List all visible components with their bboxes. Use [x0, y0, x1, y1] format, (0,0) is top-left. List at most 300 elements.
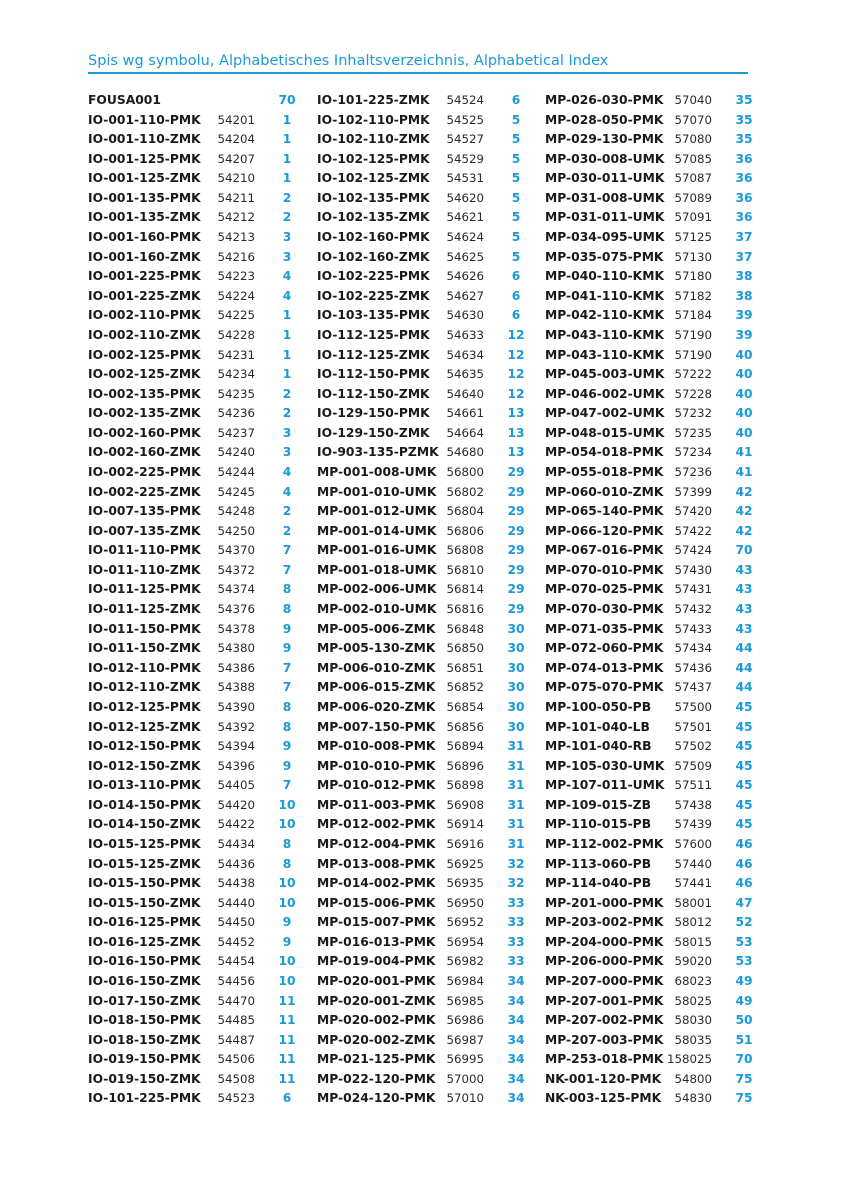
page-number: 46 [735, 836, 753, 851]
index-entry [317, 913, 532, 933]
page-number: 7 [282, 543, 292, 558]
catalog-number: 57232 [674, 406, 712, 421]
index-entry [317, 91, 532, 111]
catalog-number: 54216 [217, 249, 255, 264]
catalog-number: 54470 [217, 993, 255, 1008]
page-number: 33 [507, 954, 525, 969]
catalog-number: 56898 [446, 778, 484, 793]
index-entry [88, 424, 303, 444]
product-code: MP-112-002-PMK [545, 836, 664, 851]
page-number: 41 [735, 464, 753, 479]
index-entry [88, 326, 303, 346]
catalog-number: 54452 [217, 934, 255, 949]
index-entry [88, 620, 303, 640]
product-code: MP-020-002-ZMK [317, 1032, 436, 1047]
index-entry [88, 1050, 303, 1070]
catalog-number: 56987 [446, 1032, 484, 1047]
index-entry [317, 189, 532, 209]
page-number: 35 [735, 132, 753, 147]
catalog-number: 56952 [446, 915, 484, 930]
page-number: 29 [507, 562, 525, 577]
index-entry [317, 502, 532, 522]
index-entry [317, 287, 532, 307]
catalog-number: 56894 [446, 739, 484, 754]
page-number: 45 [735, 778, 753, 793]
index-entry [88, 776, 303, 796]
catalog-number: 57501 [674, 719, 712, 734]
index-entry [88, 894, 303, 914]
product-code: IO-102-135-ZMK [317, 210, 430, 225]
catalog-number: 57180 [674, 269, 712, 284]
catalog-number: 57228 [674, 386, 712, 401]
page-number: 33 [507, 915, 525, 930]
catalog-number: 54438 [217, 876, 255, 891]
index-entry [88, 659, 303, 679]
catalog-number: 57130 [674, 249, 712, 264]
catalog-number: 54523 [217, 1091, 255, 1106]
index-entry [88, 130, 303, 150]
catalog-number: 57222 [674, 367, 712, 382]
index-column-3 [545, 91, 760, 1109]
index-entry [88, 972, 303, 992]
page-number: 40 [735, 406, 753, 421]
product-code: MP-207-002-PMK [545, 1013, 664, 1028]
catalog-number: 54420 [217, 797, 255, 812]
catalog-number: 54524 [446, 93, 484, 107]
page-number: 9 [282, 758, 292, 773]
page-number: 10 [278, 876, 296, 891]
product-code: IO-102-160-ZMK [317, 249, 430, 264]
product-code: MP-001-012-UMK [317, 504, 437, 519]
index-entry [317, 248, 532, 268]
page-number: 34 [507, 974, 525, 989]
index-entry [545, 1070, 760, 1090]
catalog-number: 54213 [217, 230, 255, 245]
index-entry [317, 111, 532, 131]
index-entry [317, 992, 532, 1012]
catalog-number: 56808 [446, 543, 484, 558]
catalog-number: 57190 [674, 327, 712, 342]
index-entry [88, 737, 303, 757]
page-number: 8 [282, 699, 292, 714]
index-entry [88, 150, 303, 170]
index-entry [317, 208, 532, 228]
index-entry [88, 502, 303, 522]
index-entry [317, 326, 532, 346]
product-code: IO-011-125-ZMK [88, 602, 201, 617]
catalog-number: 57437 [674, 680, 712, 695]
catalog-number: 54248 [217, 504, 255, 519]
page-number: 34 [507, 1013, 525, 1028]
catalog-number: 54374 [217, 582, 255, 597]
catalog-number: 54396 [217, 758, 255, 773]
page-number: 7 [282, 680, 292, 695]
index-entry [545, 150, 760, 170]
product-code: IO-001-125-PMK [88, 151, 201, 166]
page-number: 37 [735, 230, 753, 245]
product-code: MP-001-008-UMK [317, 464, 437, 479]
page-number: 34 [507, 1052, 525, 1067]
product-code: MP-207-001-PMK [545, 993, 664, 1008]
catalog-number: 57182 [674, 288, 712, 303]
index-entry [88, 992, 303, 1012]
catalog-number: 54525 [446, 112, 484, 127]
page-number: 43 [735, 602, 753, 617]
catalog-number: 56916 [446, 836, 484, 851]
index-entry [88, 561, 303, 581]
product-code: IO-002-110-PMK [88, 308, 201, 323]
page-number: 37 [735, 249, 753, 264]
page-number: 36 [735, 151, 753, 166]
product-code: MP-066-120-PMK [545, 523, 664, 538]
page-number: 2 [282, 406, 292, 421]
header-divider [88, 72, 748, 74]
page-number: 51 [735, 1032, 753, 1047]
index-entry [317, 404, 532, 424]
catalog-number: 57441 [674, 876, 712, 891]
index-entry [317, 835, 532, 855]
page-number: 1 [282, 327, 292, 342]
product-code: IO-001-160-ZMK [88, 249, 201, 264]
page-number: 31 [507, 758, 525, 773]
index-entry [317, 228, 532, 248]
product-code: IO-002-225-ZMK [88, 484, 201, 499]
catalog-number: 56810 [446, 562, 484, 577]
page-number: 38 [735, 269, 753, 284]
page-number: 31 [507, 836, 525, 851]
page-number: 29 [507, 582, 525, 597]
page-number: 10 [278, 817, 296, 832]
index-entry [317, 169, 532, 189]
page-number: 36 [735, 210, 753, 225]
catalog-number: 54392 [217, 719, 255, 734]
product-code: MP-070-010-PMK [545, 562, 664, 577]
product-code: MP-253-018-PMK [545, 1052, 664, 1067]
catalog-number: 54388 [217, 680, 255, 695]
product-code: MP-114-040-PB [545, 876, 652, 891]
index-entry [545, 698, 760, 718]
catalog-number: 54386 [217, 660, 255, 675]
index-entry [317, 150, 532, 170]
index-entry [545, 1089, 760, 1109]
product-code: IO-012-125-PMK [88, 699, 201, 714]
product-code: MP-072-060-PMK [545, 641, 664, 656]
product-code: IO-112-150-ZMK [317, 386, 430, 401]
page-number: 40 [735, 347, 753, 362]
index-entry [88, 287, 303, 307]
page-number: 29 [507, 504, 525, 519]
index-entry [88, 952, 303, 972]
catalog-number: 57438 [674, 797, 712, 812]
product-code: MP-030-011-UMK [545, 171, 665, 186]
product-code: MP-201-000-PMK [545, 895, 664, 910]
product-code: IO-012-150-ZMK [88, 758, 201, 773]
product-code: MP-026-030-PMK [545, 93, 664, 107]
catalog-number: 54211 [217, 190, 255, 205]
index-entry [317, 1070, 532, 1090]
product-code: IO-002-225-PMK [88, 464, 201, 479]
product-code: MP-020-001-PMK [317, 974, 436, 989]
catalog-number: 57087 [674, 171, 712, 186]
product-code: IO-002-125-ZMK [88, 367, 201, 382]
page-number: 33 [507, 934, 525, 949]
page-number: 5 [511, 249, 521, 264]
product-code: IO-112-125-ZMK [317, 347, 430, 362]
product-code: IO-103-135-PMK [317, 308, 430, 323]
page-number: 3 [282, 249, 292, 264]
catalog-number: 54237 [217, 425, 255, 440]
page-number: 30 [507, 680, 525, 695]
page-number: 2 [282, 386, 292, 401]
index-entry [545, 952, 760, 972]
page-number: 30 [507, 699, 525, 714]
index-entry [88, 1031, 303, 1051]
product-code: NK-003-125-PMK [545, 1091, 662, 1106]
product-code: MP-016-013-PMK [317, 934, 436, 949]
catalog-number: 54531 [446, 171, 484, 186]
page-number: 32 [507, 876, 525, 891]
product-code: IO-102-125-ZMK [317, 171, 430, 186]
catalog-number: 56802 [446, 484, 484, 499]
catalog-number: 58025 [674, 993, 712, 1008]
page-number: 42 [735, 484, 753, 499]
index-entry [545, 443, 760, 463]
index-entry [88, 815, 303, 835]
page-number: 3 [282, 425, 292, 440]
page-number: 5 [511, 132, 521, 147]
catalog-number: 57010 [446, 1091, 484, 1106]
catalog-number: 56995 [446, 1052, 484, 1067]
page-number: 13 [507, 406, 525, 421]
product-code: IO-001-110-ZMK [88, 132, 201, 147]
index-entry [88, 1070, 303, 1090]
index-entry [88, 404, 303, 424]
page-number: 7 [282, 660, 292, 675]
index-entry [317, 678, 532, 698]
page-number: 11 [278, 993, 296, 1008]
page-number: 3 [282, 445, 292, 460]
page-number: 2 [282, 190, 292, 205]
index-entry [545, 130, 760, 150]
product-code: MP-105-030-UMK [545, 758, 665, 773]
page-number: 8 [282, 719, 292, 734]
product-code: MP-101-040-LB [545, 719, 650, 734]
catalog-number: 56984 [446, 974, 484, 989]
product-code: MP-030-008-UMK [545, 151, 665, 166]
page-number: 8 [282, 856, 292, 871]
index-entry [88, 1089, 303, 1109]
product-code: IO-015-125-ZMK [88, 856, 201, 871]
catalog-number: 54434 [217, 836, 255, 851]
page-number: 12 [507, 386, 525, 401]
index-entry [317, 874, 532, 894]
page-number: 44 [735, 660, 753, 675]
index-entry [317, 346, 532, 366]
catalog-number: 54235 [217, 386, 255, 401]
index-entry [545, 737, 760, 757]
product-code: IO-018-150-ZMK [88, 1032, 201, 1047]
page-number: 4 [282, 464, 292, 479]
product-code: IO-011-125-PMK [88, 582, 201, 597]
page-number: 12 [507, 367, 525, 382]
catalog-number: 54633 [446, 327, 484, 342]
product-code: MP-207-000-PMK [545, 974, 664, 989]
catalog-number: 54244 [217, 464, 255, 479]
catalog-number: 54624 [446, 230, 484, 245]
index-entry [317, 933, 532, 953]
page-number: 30 [507, 660, 525, 675]
index-entry [88, 757, 303, 777]
catalog-number: 57430 [674, 562, 712, 577]
index-entry [317, 620, 532, 640]
page-number: 9 [282, 934, 292, 949]
product-code: MP-101-040-RB [545, 739, 652, 754]
index-entry [88, 874, 303, 894]
catalog-number: 57184 [674, 308, 712, 323]
product-code: MP-011-003-PMK [317, 797, 436, 812]
index-entry [317, 580, 532, 600]
catalog-number: 54830 [674, 1091, 712, 1106]
product-code: MP-001-018-UMK [317, 562, 437, 577]
catalog-number: 57080 [674, 132, 712, 147]
page-number: 35 [735, 93, 753, 107]
index-entry [88, 346, 303, 366]
catalog-number: 56985 [446, 993, 484, 1008]
page-number: 4 [282, 269, 292, 284]
index-entry [545, 541, 760, 561]
catalog-number: 58001 [674, 895, 712, 910]
index-entry [545, 346, 760, 366]
page-number: 8 [282, 582, 292, 597]
catalog-number: 54440 [217, 895, 255, 910]
catalog-number: 57432 [674, 602, 712, 617]
index-entry [317, 561, 532, 581]
product-code: IO-903-135-PZMK [317, 445, 439, 460]
product-code: MP-010-008-PMK [317, 739, 436, 754]
catalog-number: 54378 [217, 621, 255, 636]
catalog-number: 57439 [674, 817, 712, 832]
product-code: MP-206-000-PMK [545, 954, 664, 969]
index-entry [545, 404, 760, 424]
index-entry [317, 600, 532, 620]
product-code: IO-019-150-ZMK [88, 1071, 201, 1086]
page-number: 5 [511, 112, 521, 127]
catalog-number: 54245 [217, 484, 255, 499]
page-number: 35 [735, 112, 753, 127]
product-code: MP-034-095-UMK [545, 230, 665, 245]
catalog-number: 54450 [217, 915, 255, 930]
index-entry [545, 894, 760, 914]
index-entry [317, 757, 532, 777]
product-code: IO-015-150-ZMK [88, 895, 201, 910]
index-entry [88, 385, 303, 405]
catalog-number: 54394 [217, 739, 255, 754]
page-number: 29 [507, 602, 525, 617]
page-number: 46 [735, 856, 753, 871]
product-code: MP-001-010-UMK [317, 484, 437, 499]
catalog-number: 58012 [674, 915, 712, 930]
product-code: MP-010-010-PMK [317, 758, 436, 773]
product-code: IO-001-225-PMK [88, 269, 201, 284]
page-number: 36 [735, 171, 753, 186]
page-number: 39 [735, 327, 753, 342]
catalog-number: 57085 [674, 151, 712, 166]
product-code: MP-100-050-PB [545, 699, 652, 714]
product-code: IO-129-150-ZMK [317, 425, 430, 440]
product-code: IO-101-225-PMK [88, 1091, 201, 1106]
product-code: MP-005-006-ZMK [317, 621, 436, 636]
index-entry [88, 718, 303, 738]
page-number: 38 [735, 288, 753, 303]
catalog-number: 56854 [446, 699, 484, 714]
index-entry [88, 698, 303, 718]
index-entry [545, 580, 760, 600]
product-code: IO-011-150-ZMK [88, 641, 201, 656]
index-entry [545, 326, 760, 346]
catalog-number: 54625 [446, 249, 484, 264]
index-entry [545, 874, 760, 894]
page-number: 2 [282, 504, 292, 519]
product-code: IO-102-125-PMK [317, 151, 430, 166]
product-code: MP-002-010-UMK [317, 602, 437, 617]
index-entry [88, 855, 303, 875]
index-entry [545, 992, 760, 1012]
index-column-1 [88, 91, 303, 1109]
product-code: IO-001-225-ZMK [88, 288, 201, 303]
product-code: MP-028-050-PMK [545, 112, 664, 127]
catalog-number: 56800 [446, 464, 484, 479]
product-code: MP-046-002-UMK [545, 386, 665, 401]
product-code: MP-204-000-PMK [545, 934, 664, 949]
page-number: 45 [735, 739, 753, 754]
index-entry [317, 718, 532, 738]
catalog-number: 54405 [217, 778, 255, 793]
catalog-number: 56814 [446, 582, 484, 597]
catalog-number: 59020 [674, 954, 712, 969]
page-number: 2 [282, 523, 292, 538]
catalog-number: 54508 [217, 1071, 255, 1086]
catalog-number: 54422 [217, 817, 255, 832]
product-code: MP-029-130-PMK [545, 132, 664, 147]
product-code: IO-002-135-PMK [88, 386, 201, 401]
product-code: IO-017-150-ZMK [88, 993, 201, 1008]
index-entry [545, 228, 760, 248]
catalog-number: 54212 [217, 210, 255, 225]
catalog-number: 54640 [446, 386, 484, 401]
catalog-number: 54626 [446, 269, 484, 284]
index-entry [88, 522, 303, 542]
index-entry [88, 365, 303, 385]
index-entry [545, 718, 760, 738]
page-number: 13 [507, 445, 525, 460]
catalog-number: 56804 [446, 504, 484, 519]
product-code: MP-042-110-KMK [545, 308, 664, 323]
product-code: MP-015-006-PMK [317, 895, 436, 910]
page-number: 31 [507, 778, 525, 793]
catalog-number: 57502 [674, 739, 712, 754]
index-entry [317, 130, 532, 150]
product-code: IO-112-150-PMK [317, 367, 430, 382]
page-number: 5 [511, 210, 521, 225]
page-number: 43 [735, 582, 753, 597]
product-code: MP-021-125-PMK [317, 1052, 436, 1067]
index-entry [317, 306, 532, 326]
index-entry [545, 796, 760, 816]
product-code: MP-013-008-PMK [317, 856, 436, 871]
product-code: MP-015-007-PMK [317, 915, 436, 930]
product-code: IO-012-110-ZMK [88, 680, 201, 695]
index-entry [88, 483, 303, 503]
